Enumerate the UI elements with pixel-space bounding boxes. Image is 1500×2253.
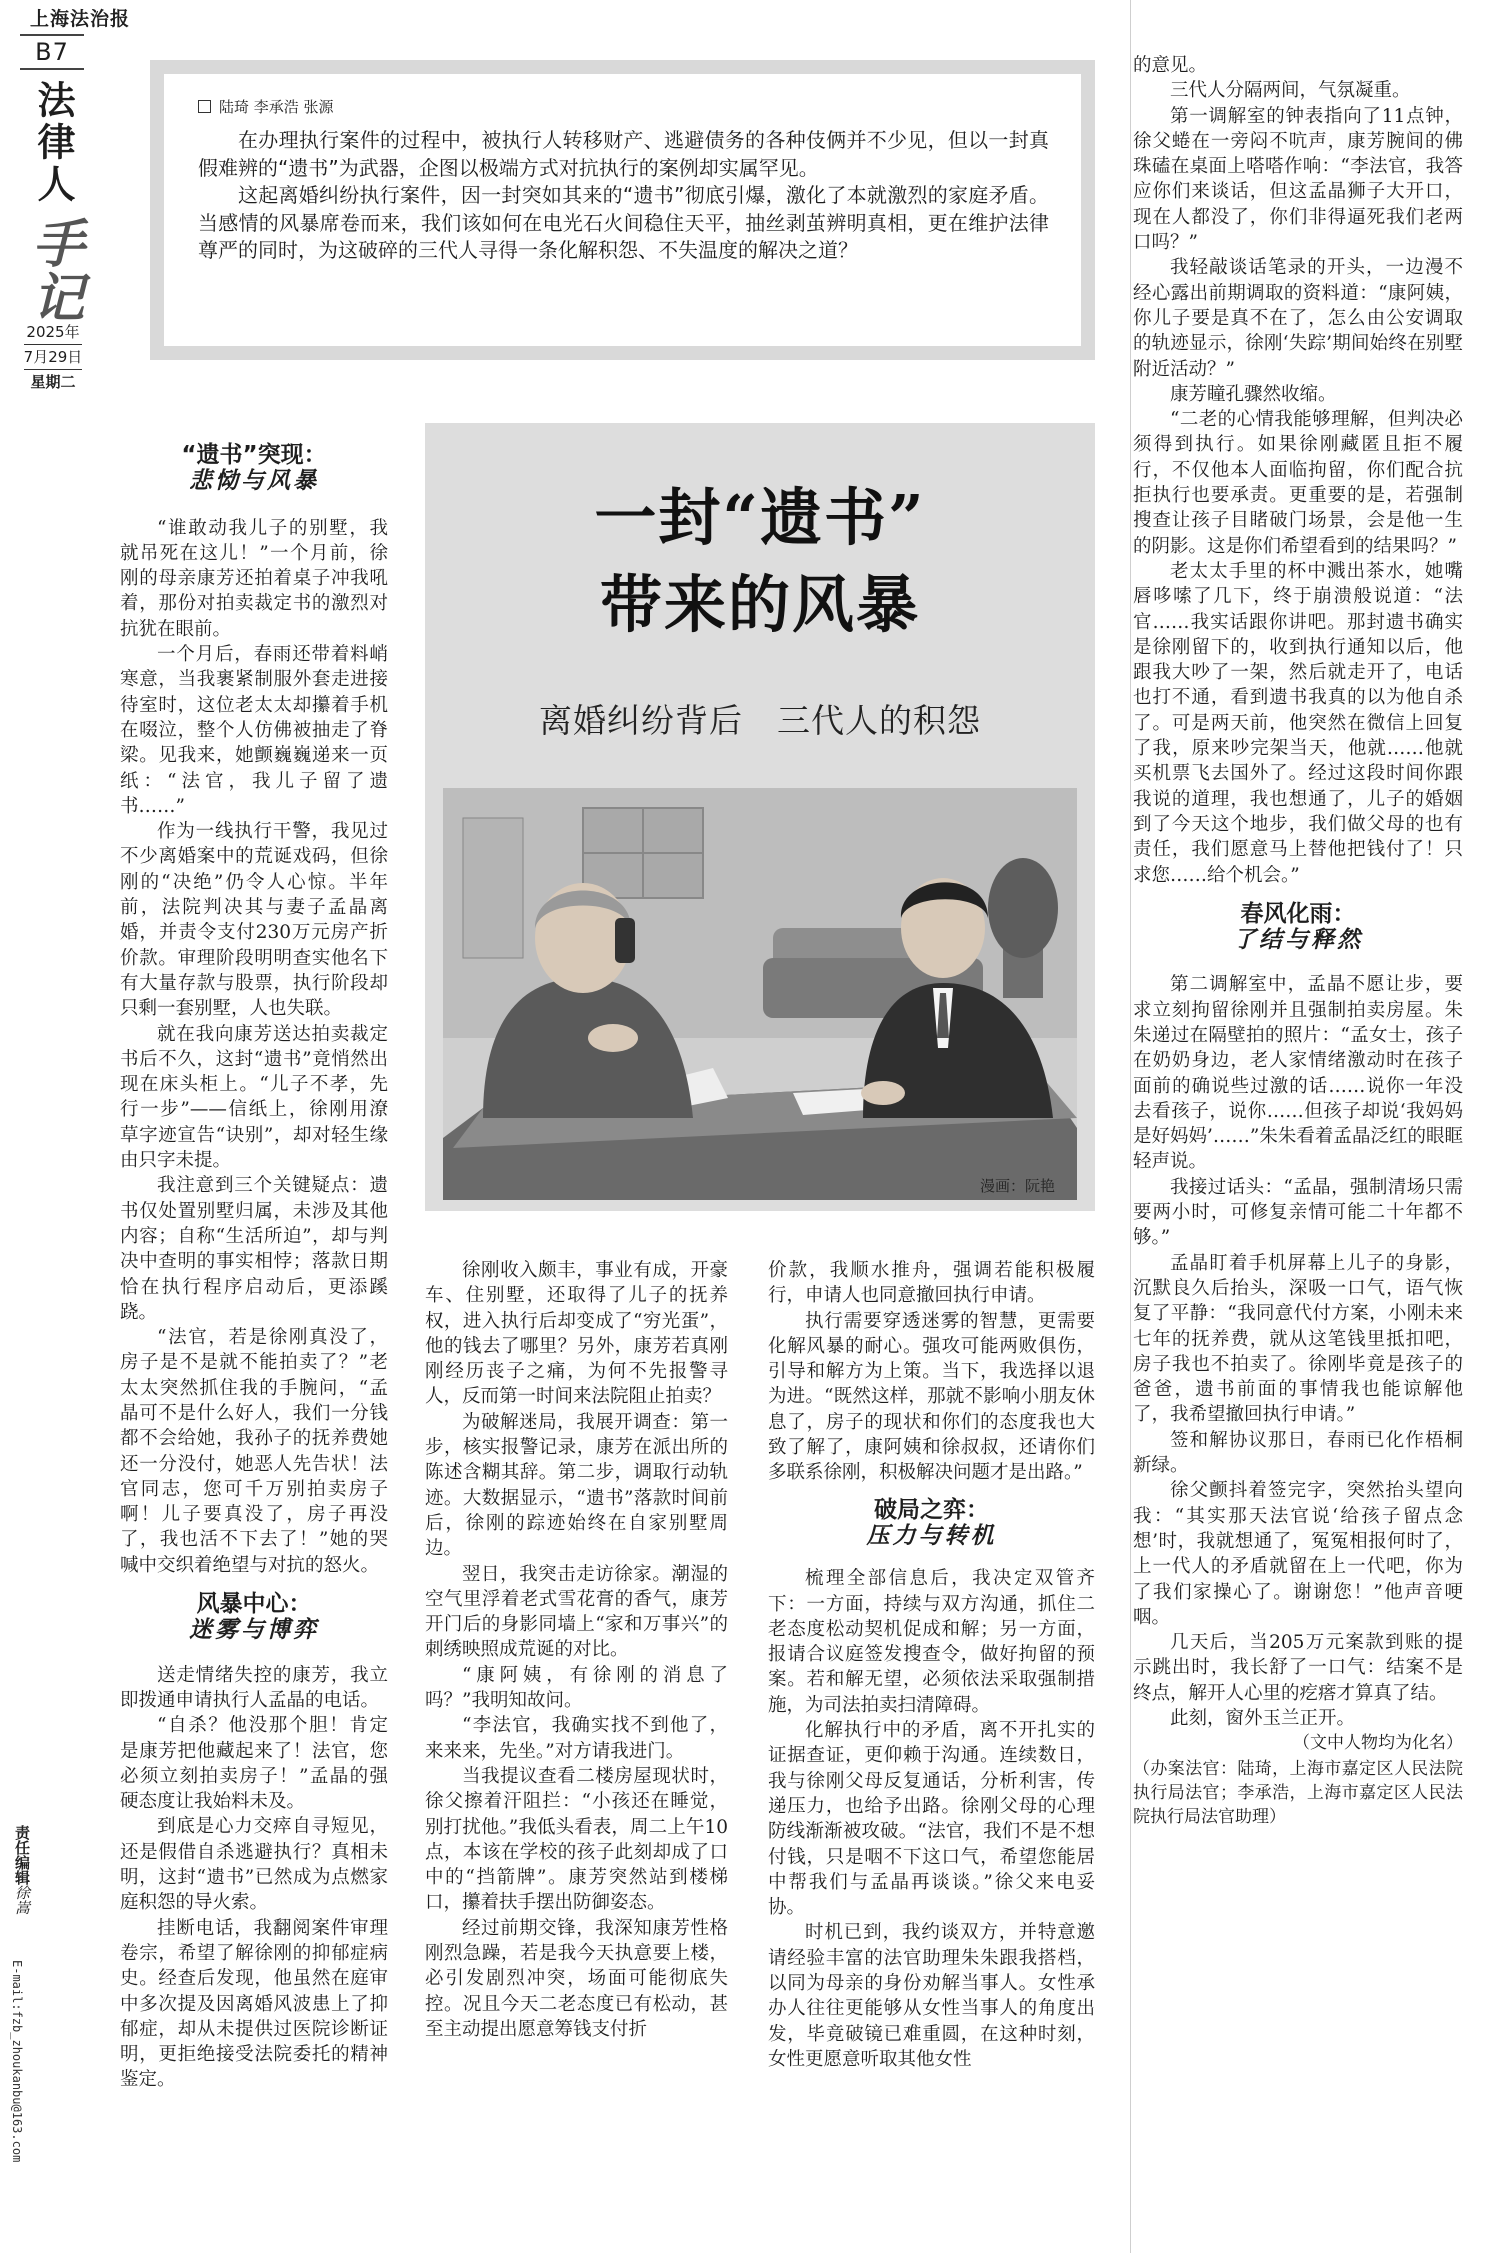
body-paragraph: 老太太手里的杯中溅出茶水，她嘴唇哆嗦了几下，终于崩溃般说道：“法官……我实话跟你讲吧。那封遗书确实是徐刚留下的，收到执行通知以后，他跟我大吵了一架，然后就走开了，电话也打不通，看到遗书我真的以为他自杀了。可是两天前，他突然在微信上回复了我，原来吵完架当天，他就……他就买机票飞去国外了。经过这段时间你跟我说的道理，我也想通了，儿子的婚姻到了今天这个地步，我们做父母的也有责任，我们愿意马上替他把钱付了！只求您……给个机会。” xyxy=(1133,560,1463,886)
illustration-credit: 漫画：阮艳 xyxy=(980,1177,1056,1195)
section-subtitle: 压力与转机 xyxy=(866,1521,997,1549)
body-paragraph: 时机已到，我约谈双方，并特意邀请经验丰富的法官助理朱朱跟我搭档，以同为母亲的身份劝解当事人。女性承办人往往更能够从女性当事人的角度出发，毕竟破镜已难重圆，在这种时刻，女性更愿意听取其他女性 xyxy=(768,1922,1095,2070)
body-paragraph: 徐刚收入颇丰，事业有成，开豪车、住别墅，还取得了儿子的抚养权，进入执行后却变成了“穷光蛋”，他的钱去了哪里？另外，康芳若真刚刚经历丧子之痛，为何不先报警寻人，反而第一时间来法院阻止拍卖？ xyxy=(425,1260,728,1408)
editor-label: 责任编辑 xyxy=(13,1825,31,1885)
body-paragraph: 我注意到三个关键疑点：遗书仅处置别墅归属，未涉及其他内容；自称“生活所迫”，却与判决中查明的事实相悖；落款日期恰在执行程序启动后，更添蹊跷。 xyxy=(120,1175,388,1323)
names-disclaimer: （文中人物均为化名） xyxy=(1293,1733,1463,1754)
body-paragraph: 此刻，窗外玉兰正开。 xyxy=(1170,1708,1356,1729)
section-title: 破局之弈： xyxy=(874,1496,989,1523)
body-paragraph: 我轻敲谈话笔录的开头，一边漫不经心露出前期调取的资料道：“康阿姨，你儿子要是真不在了，怎么由公安调取的轨迹显示，徐刚‘失踪’期间始终在别墅附近活动？” xyxy=(1133,257,1463,380)
headline-line-1: 一封“遗书” xyxy=(594,481,926,554)
issue-date xyxy=(18,322,88,392)
section-title: 风暴中心： xyxy=(196,1591,312,1618)
section-title: 春风化雨： xyxy=(1240,900,1356,927)
body-paragraph: 三代人分隔两间，气氛凝重。 xyxy=(1170,80,1411,102)
byline-square-icon xyxy=(198,100,211,113)
feature-illustration-panel xyxy=(425,423,1095,1211)
body-paragraph: “自杀？他没那个胆！肯定是康芳把他藏起来了！法官，您必须立刻拍卖房子！”孟晶的强硬态度让我始料未及。 xyxy=(120,1715,388,1813)
column-divider xyxy=(1130,0,1131,2253)
body-paragraph: 执行需要穿透迷雾的智慧，更需要化解风暴的耐心。强攻可能两败俱伤，引导和解方为上策。当下，我选择以退为进。“既然这样，那就不影响小朋友休息了，房子的现状和你们的态度我也大致了解了，康阿姨和徐叔叔，还请你们多联系徐刚，积极解决问题才是出路。” xyxy=(768,1310,1095,1484)
article-column-2 xyxy=(425,1258,728,2042)
intro-paragraph: 在办理执行案件的过程中，被执行人转移财产、逃避债务的各种伎俩并不少见，但以一封真假难辨的“遗书”为武器，企图以极端方式对抗执行的案例却实属罕见。 xyxy=(198,128,1049,180)
date-divider xyxy=(24,344,82,345)
body-paragraph: “法官，若是徐刚真没了，房子是不是就不能拍卖了？”老太太突然抓住我的手腕问，“孟晶可不是什么好人，我们一分钱都不会给她，我孙子的抚养费她还一分没付，她恶人先告状！法官同志，您可千万别拍卖房子啊！儿子要真没了，房子再没了，我也活不下去了！”她的哭喊中交织着绝望与对抗的怒火。 xyxy=(120,1327,388,1576)
intro-box xyxy=(150,60,1095,360)
body-paragraph: 第一调解室的钟表指向了11点钟，徐父蜷在一旁闷不吭声，康芳腕间的佛珠磕在桌面上嗒嗒作响：“李法官，我答应你们来谈话，但这孟晶狮子大开口，现在人都没了，你们非得逼死我们老两口吗？” xyxy=(1133,105,1463,254)
editor-credit xyxy=(4,1825,32,1915)
body-paragraph: 孟晶盯着手机屏幕上儿子的身影，沉默良久后抬头，深吸一口气，语气恢复了平静：“我同意代付方案，小刚未来七年的抚养费，就从这笔钱里抵扣吧，房子我也不拍卖了。徐刚毕竟是孩子的爸爸，遗书前面的事情我也能谅解他了，我希望撤回执行申请。” xyxy=(1133,1252,1463,1426)
body-paragraph: 经过前期交锋，我深知康芳性格刚烈急躁，若是我今天执意要上楼，必引发剧烈冲突，场面可能彻底失控。况且今天二老态度已有松动，甚至主动提出愿意筹钱支付折 xyxy=(425,1917,728,2040)
body-paragraph: “康阿姨，有徐刚的消息了吗？”我明知故问。 xyxy=(425,1664,728,1712)
issue-day: 7月29日 xyxy=(23,348,83,366)
byline xyxy=(198,96,1049,117)
body-paragraph: 翌日，我突击走访徐家。潮湿的空气里浮着老式雪花膏的香气，康芳开门后的身影同墙上“家和万事兴”的刺绣映照成荒诞的对比。 xyxy=(425,1563,728,1661)
section-subtitle: 悲恸与风暴 xyxy=(189,467,319,495)
page-number: B7 xyxy=(20,34,84,70)
body-paragraph: 一个月后，春雨还带着料峭寒意，当我裹紧制服外套走进接待室时，这位老太太却攥着手机在啜泣，整个人仿佛被抽走了脊梁。见我来，她颤巍巍递来一页纸：“法官，我儿子留了遗书……” xyxy=(120,644,388,817)
body-paragraph: “二老的心情我能够理解，但判决必须得到执行。如果徐刚藏匿且拒不履行，不仅他本人面临拘留，你们配合抗拒执行也要承责。更重要的是，若强制搜查让孩子目睹破门场景，会是他一生的阴影。这是你们希望看到的结果吗？” xyxy=(1133,409,1463,557)
subheadline: 离婚纠纷背后 三代人的积怨 xyxy=(539,701,981,740)
body-paragraph: 到底是心力交瘁自寻短见，还是假借自杀逃避执行？真相未明，这封“遗书”已然成为点燃家庭积怨的导火索。 xyxy=(120,1816,388,1914)
body-paragraph: 签和解协议那日，春雨已化作梧桐新绿。 xyxy=(1133,1429,1463,1477)
column-title xyxy=(18,80,88,206)
column-title-script xyxy=(16,216,90,324)
body-paragraph: “谁敢动我儿子的别墅，我就吊死在这儿！”一个月前，徐刚的母亲康芳还拍着桌子冲我吼着，那份对拍卖裁定书的激烈对抗犹在眼前。 xyxy=(120,517,388,640)
body-paragraph: 我接过话头：“孟晶，强制清场只需要两小时，可修复亲情可能二十年都不够。” xyxy=(1133,1176,1463,1249)
issue-year: 2025年 xyxy=(26,323,80,341)
body-paragraph: 徐父颤抖着签完字，突然抬头望向我：“其实那天法官说‘给孩子留点念想’时，我就想通了，冤冤相报何时了，上一代人的矛盾就留在上一代吧，你为了我们家操心了。谢谢您！”他声音哽咽。 xyxy=(1133,1480,1463,1628)
article-column-4 xyxy=(1133,53,1463,1829)
date-divider xyxy=(24,369,82,370)
headline-line-2: 带来的风暴 xyxy=(599,568,920,641)
editor-email: E-mail:fzb_zhoukanbu@163.com xyxy=(10,1960,24,2163)
intro-paragraph: 这起离婚纠纷执行案件，因一封突如其来的“遗书”彻底引爆，激化了本就激烈的家庭矛盾。当感情的风暴席卷而来，我们该如何在电光石火间稳住天平，抽丝剥茧辨明真相，更在维护法律尊严的同时，为这破碎的三代人寻得一条化解积怨、不失温度的解决之道？ xyxy=(198,183,1049,262)
issue-weekday: 星期二 xyxy=(30,373,76,391)
body-paragraph: 梳理全部信息后，我决定双管齐下：一方面，持续与双方沟通，抓住二老态度松动契机促成和解；另一方面，报请合议庭签发搜查令，做好拘留的预案。若和解无望，必须依法采取强制措施，为司法拍卖扫清障碍。 xyxy=(768,1568,1095,1716)
body-paragraph-continued: 的意见。 xyxy=(1133,55,1208,76)
body-paragraph: 挂断电话，我翻阅案件审理卷宗，希望了解徐刚的抑郁症病史。经查后发现，他虽然在庭审中多次提及因离婚风波患上了抑郁症，却从未提供过医院诊断证明，更拒绝接受法院委托的精神鉴定。 xyxy=(120,1917,388,2091)
body-paragraph: 第二调解室中，孟晶不愿让步，要求立刻拘留徐刚并且强制拍卖房屋。朱朱递过在隔壁拍的照片：“孟女士，孩子在奶奶身边，老人家情绪激动时在孩子面前的确说些过激的话……说你一年没去看孩子，说你……但孩子却说‘我妈妈是好妈妈’……”朱朱看着孟晶泛红的眼眶轻声说。 xyxy=(1133,974,1463,1173)
body-paragraph: 几天后，当205万元案款到账的提示跳出时，我长舒了一口气：结案不是终点，解开人心里的疙瘩才算真了结。 xyxy=(1133,1632,1463,1704)
section-subtitle: 了结与释然 xyxy=(1233,926,1363,954)
body-paragraph: 当我提议查看二楼房屋现状时，徐父擦着汗阻拦：“小孩还在睡觉，别打扰他。”我低头看表，周二上午10点，本该在学校的孩子此刻却成了口中的“挡箭牌”。康芳突然站到楼梯口，攥着扶手摆出防御姿态。 xyxy=(425,1765,728,1914)
body-paragraph: 为破解迷局，我展开调查：第一步，核实报警记录，康芳在派出所的陈述含糊其辞。第二步，调取行动轨迹。大数据显示，“遗书”落款时间前后，徐刚的踪迹始终在自家别墅周边。 xyxy=(425,1411,728,1560)
body-paragraph: 送走情绪失控的康芳，我立即拨通申请执行人孟晶的电话。 xyxy=(120,1664,388,1711)
author-affiliation: （办案法官：陆琦，上海市嘉定区人民法院执行局法官；李承浩，上海市嘉定区人民法院执行局法官助理） xyxy=(1133,1758,1463,1827)
section-title: “遗书”突现： xyxy=(181,442,327,468)
column-title-text: 法律人 xyxy=(31,80,75,206)
section-subtitle: 迷雾与博弈 xyxy=(189,1616,319,1644)
article-column-1 xyxy=(120,443,388,2093)
body-paragraph: 就在我向康芳送达拍卖裁定书后不久，这封“遗书”竟悄然出现在床头柜上。“儿子不孝，先行一步”——信纸上，徐刚用潦草字迹宣告“诀别”，却对轻生缘由只字未提。 xyxy=(120,1023,388,1172)
byline-authors: 陆琦 李承浩 张源 xyxy=(219,98,334,116)
body-paragraph-continued: 价款，我顺水推舟，强调若能积极履行，申请人也同意撤回执行申请。 xyxy=(768,1260,1095,1307)
body-paragraph: 作为一线执行干警，我见过不少离婚案中的荒诞戏码，但徐刚的“决绝”仍令人心惊。半年前，法院判决其与妻子孟晶离婚，并责令支付230万元房产折价款。审理阶段明明查实他名下有大量存款与股票，执行阶段却只剩一套别墅，人也失联。 xyxy=(120,821,388,1020)
body-paragraph: 化解执行中的矛盾，离不开扎实的证据查证，更仰赖于沟通。连续数日，我与徐刚父母反复通话，分析利害，传递压力，也给予出路。徐刚父母的心理防线渐渐被攻破。“法官，我们不是不想付钱，只是咽不下这口气，希望您能居中帮我们与孟晶再谈谈。”徐父来电妥协。 xyxy=(768,1720,1095,1919)
editor-name: 徐嵩 xyxy=(13,1885,31,1915)
body-paragraph: 康芳瞳孔骤然收缩。 xyxy=(1170,383,1337,405)
newspaper-name: 上海法治报 xyxy=(30,8,131,30)
cartoon-illustration xyxy=(443,788,1077,1200)
column-title-script-text: 手记 xyxy=(23,216,84,324)
article-column-3 xyxy=(768,1258,1095,2072)
body-paragraph: “李法官，我确实找不到他了，来来来，先坐。”对方请我进门。 xyxy=(425,1715,728,1762)
